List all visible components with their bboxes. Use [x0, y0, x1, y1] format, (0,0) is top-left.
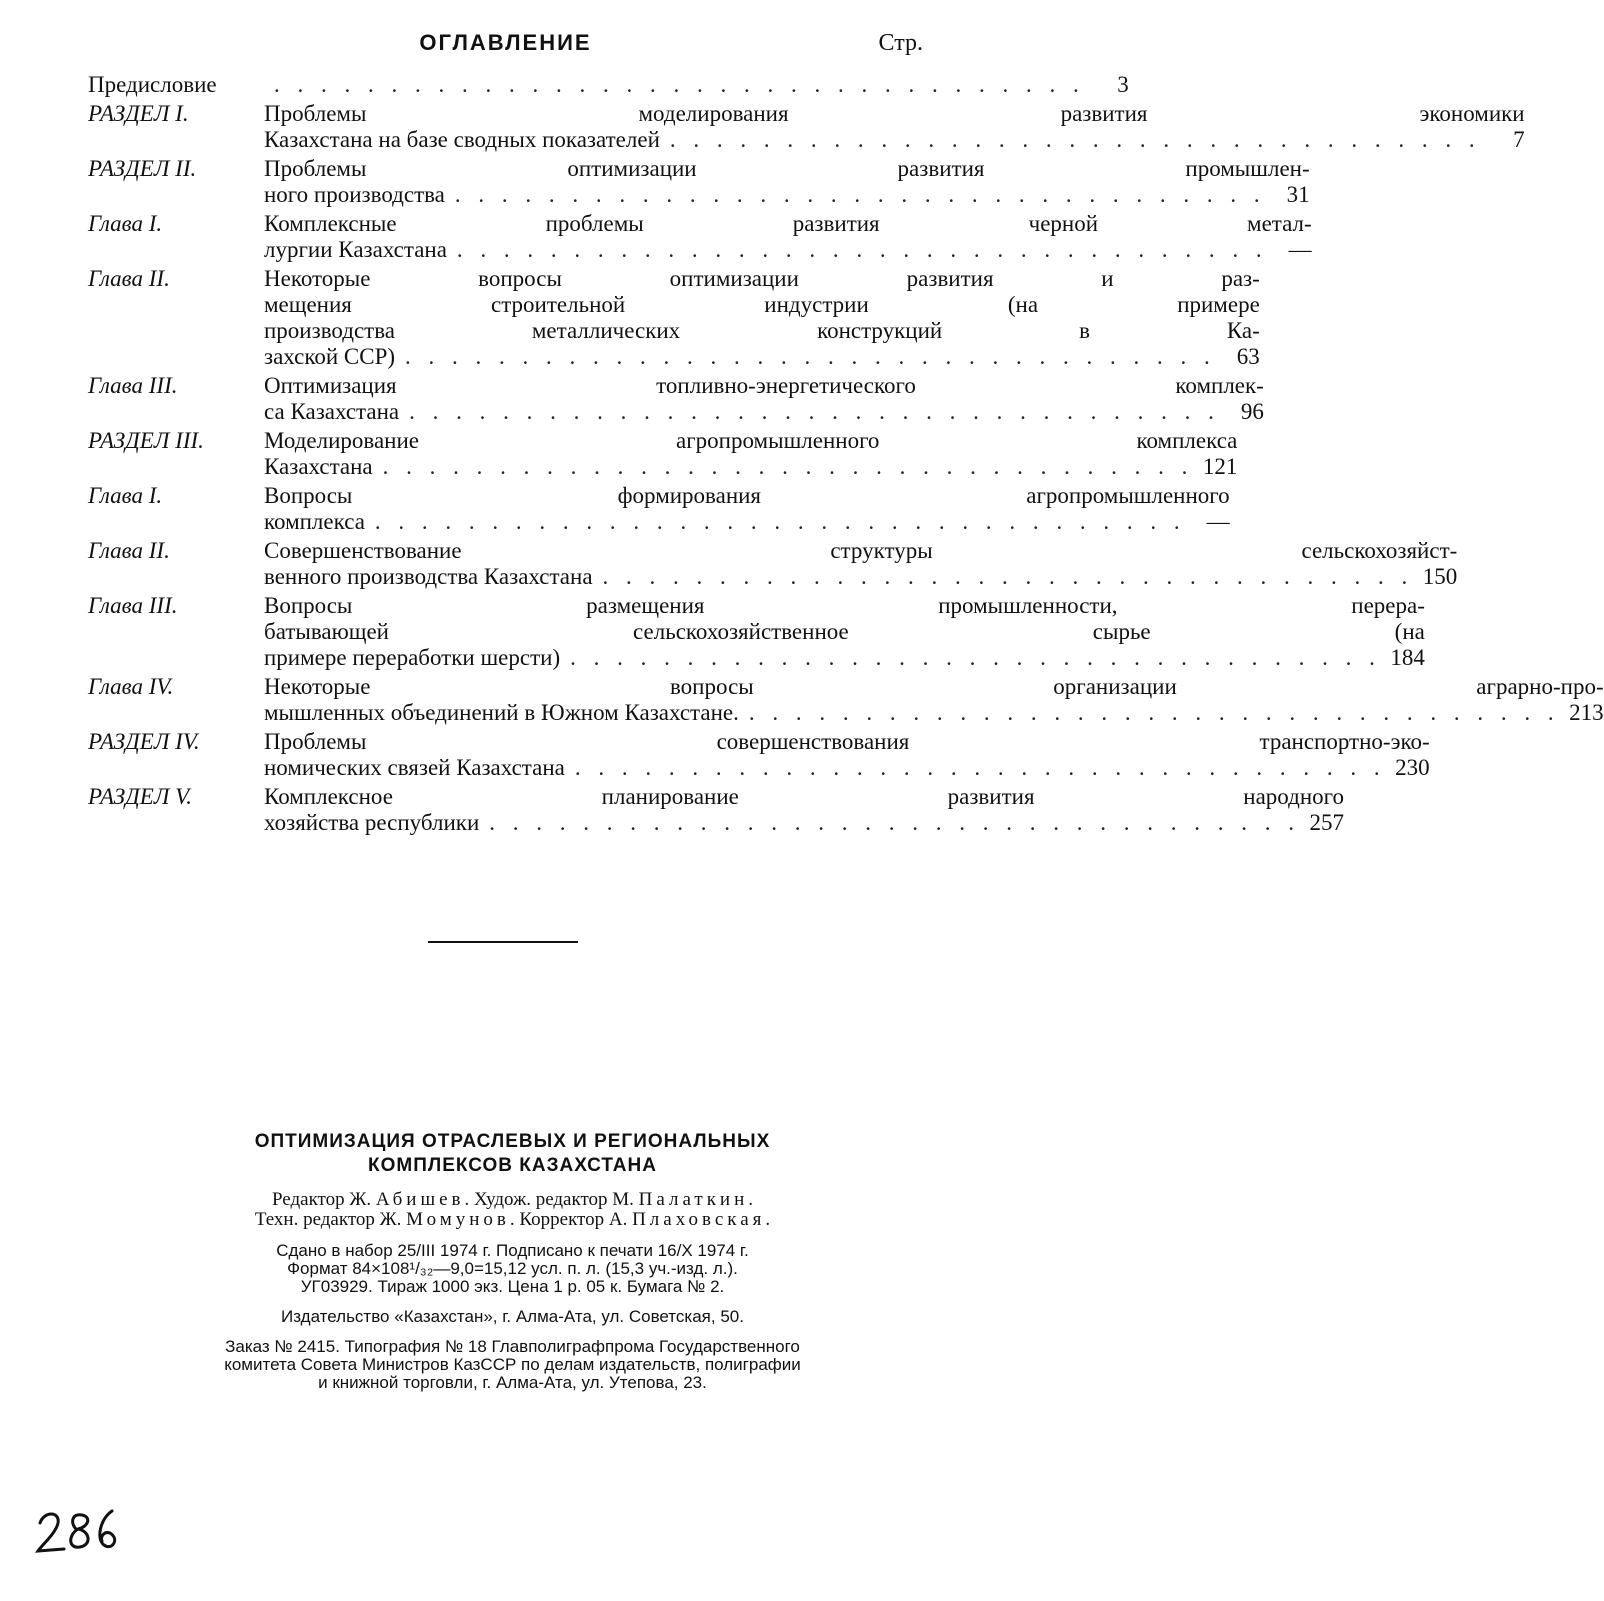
toc-entry-page-number: 150 — [1422, 564, 1458, 589]
printing-house-line-1: Заказ № 2415. Типография № 18 Главполиграфпрома Государственного — [225, 1337, 800, 1356]
toc-entry-label: Глава II. — [88, 538, 170, 563]
toc-entry-page-number: 230 — [1395, 755, 1430, 780]
toc-entry-line-text: номических связей Казахстана — [264, 755, 565, 780]
toc-entry-page-number: 257 — [1309, 810, 1345, 835]
toc-entry-line-text: Казахстана на базе сводных показателей — [264, 127, 660, 152]
art-editor-name: Палаткин — [638, 1189, 749, 1210]
tech-editor-name: Момунов — [406, 1209, 510, 1230]
toc-entry-page-number: 184 — [1390, 645, 1425, 670]
toc-entry-line: Вопросы формирования агропромышленного — [264, 483, 1230, 508]
toc-entry-label: Глава I. — [88, 483, 163, 508]
toc-entry-line — [264, 127, 1525, 153]
toc-entry-line — [264, 755, 1430, 781]
toc-header — [88, 30, 923, 64]
printing-house-line-3: и книжной торговли, г. Алма-Ата, ул. Утепова, 23. — [318, 1373, 707, 1392]
toc-entry-text — [264, 101, 1525, 153]
dot-leader: . . . . . . . . . . . . . . . . . . . . . . . . . . . . . . . . . . . — [489, 810, 1301, 835]
toc-entry-label: Предисловие — [88, 72, 217, 97]
dot-leader: . . . . . . . . . . . . . . . . . . . . . . . . . . . . . . . . . . . — [409, 399, 1220, 424]
toc-entry-text — [264, 266, 1260, 370]
toc-entry-line-text: са Казахстана — [264, 399, 400, 424]
section-divider — [428, 941, 578, 943]
toc-entry-label: Глава III. — [88, 373, 178, 398]
toc-entry-text — [264, 156, 1310, 208]
book-title-line-2: КОМПЛЕКСОВ КАЗАХСТАНА — [368, 1155, 657, 1176]
toc-entry-line-text: хозяйства республики — [264, 810, 480, 835]
toc-entry-text — [264, 784, 1344, 836]
toc-entry-line: производства металлических конструкций в Ка- — [264, 318, 1260, 343]
toc-entry-line: Вопросы размещения промышленности, перера- — [264, 593, 1425, 618]
print-details-line-1: Сдано в набор 25/III 1974 г. Подписано к печати 16/X 1974 г. — [276, 1241, 749, 1260]
corrector-name: Плаховская — [632, 1209, 766, 1230]
toc-entry — [88, 483, 1230, 535]
corrector-prefix: . Корректор А. — [509, 1209, 628, 1230]
dot-leader: . . . . . . . . . . . . . . . . . . . . . . . . . . . . . . . . . . . — [669, 127, 1481, 152]
imprint-block — [90, 1130, 935, 1392]
toc-entry-page-number: 213 — [1569, 700, 1604, 725]
toc-entry-line-text: мышленных объединений в Южном Казахстане. — [264, 700, 739, 725]
toc-entry — [88, 428, 1238, 480]
toc-entry-page-number: 31 — [1286, 182, 1310, 207]
editor-prefix: Редактор Ж. — [271, 1189, 372, 1210]
dot-leader: . . . . . . . . . . . . . . . . . . . . . . . . . . . . . . . . . . . — [570, 645, 1381, 670]
dot-leader: . . . . . . . . . . . . . . . . . . . . . . . . . . . . . . . . . . . — [456, 237, 1268, 262]
toc-entry-label: РАЗДЕЛ I. — [88, 101, 189, 126]
editors-line-2: Техн. редактор Ж. Момунов. Корректор А. Плаховская. — [254, 1209, 771, 1230]
toc-entry-line — [264, 564, 1457, 590]
toc-entry — [88, 72, 1129, 98]
toc-entry-line-text: ного производства — [264, 182, 445, 207]
toc-entry-line: мещения строительной индустрии (на примере — [264, 292, 1260, 317]
dot-leader: . . . . . . . . . . . . . . . . . . . . . . . . . . . . . . . . . . . — [374, 509, 1186, 534]
toc-entry-text — [264, 211, 1312, 263]
toc-entry-line-text: захской ССР) — [264, 344, 396, 369]
toc-entry-text — [264, 538, 1457, 590]
toc-entry-label: РАЗДЕЛ II. — [88, 156, 197, 181]
toc-entry-page-number: — — [1288, 237, 1312, 262]
toc-entry-line: батывающей сельскохозяйственное сырье (на — [264, 619, 1425, 644]
toc-entry-line: Проблемы моделирования развития экономики — [264, 101, 1525, 126]
toc-entry — [88, 674, 1604, 726]
publisher-line: Издательство «Казахстан», г. Алма-Ата, ул. Советская, 50. — [281, 1307, 744, 1326]
table-of-contents — [88, 72, 1604, 839]
toc-entry-text — [264, 593, 1425, 671]
toc-entry-page-number: 121 — [1202, 454, 1238, 479]
toc-entry-line — [264, 810, 1344, 836]
toc-entry-line-text: Казахстана — [264, 454, 373, 479]
dot-leader: . . . . . . . . . . . . . . . . . . . . . . . . . . . . . . . . . . . — [748, 700, 1560, 725]
toc-entry-text — [264, 729, 1430, 781]
toc-title: ОГЛАВЛЕНИЕ — [419, 30, 592, 55]
toc-entry-line: Проблемы оптимизации развития промышлен- — [264, 156, 1310, 181]
handwritten-signature-image — [34, 1505, 124, 1557]
toc-entry-line: Некоторые вопросы оптимизации развития и раз- — [264, 266, 1260, 291]
toc-entry-page-number: 96 — [1240, 399, 1264, 424]
toc-entry — [88, 538, 1458, 590]
toc-entry — [88, 729, 1430, 781]
print-details-line-3: УГ03929. Тираж 1000 экз. Цена 1 р. 05 к. Бумага № 2. — [300, 1277, 725, 1296]
toc-entry-line — [264, 237, 1312, 263]
toc-entry-line: Совершенствование структуры сельскохозяйст- — [264, 538, 1458, 563]
toc-entry — [88, 784, 1345, 836]
art-editor-prefix: . Худож. редактор М. — [464, 1189, 634, 1210]
dot-leader: . . . . . . . . . . . . . . . . . . . . . . . . . . . . . . . . . . . — [405, 344, 1216, 369]
dot-leader: . . . . . . . . . . . . . . . . . . . . . . . . . . . . . . . . . . . — [602, 564, 1414, 589]
print-details-line-2: Формат 84×108¹/₃₂—9,0=15,12 усл. п. л. (15,3 уч.-изд. л.). — [287, 1259, 738, 1278]
toc-entry — [88, 593, 1425, 671]
dot-leader: . . . . . . . . . . . . . . . . . . . . . . . . . . . . . . . . . . . — [454, 182, 1266, 207]
toc-entry-line — [264, 399, 1264, 425]
toc-entry-text — [264, 674, 1604, 726]
printing-house-line-2: комитета Совета Министров КазССР по делам издательств, полиграфии — [224, 1355, 801, 1374]
toc-entry-line-text: венного производства Казахстана — [264, 564, 593, 589]
toc-entry-label: Глава II. — [88, 266, 170, 291]
toc-entry-text — [264, 428, 1237, 480]
toc-entry-line: Комплексные проблемы развития черной метал- — [264, 211, 1312, 236]
toc-entry-text — [264, 373, 1264, 425]
handwritten-page-number — [34, 1505, 124, 1562]
book-title-line-1: ОПТИМИЗАЦИЯ ОТРАСЛЕВЫХ И РЕГИОНАЛЬНЫХ — [254, 1131, 771, 1152]
editor-name: Абишев — [375, 1189, 465, 1210]
toc-entry-page-number: 3 — [1117, 72, 1129, 97]
toc-entry — [88, 211, 1312, 263]
tech-editor-prefix: Техн. редактор Ж. — [254, 1209, 402, 1230]
toc-entry — [88, 373, 1264, 425]
toc-entry-line — [264, 700, 1604, 726]
toc-entry-text — [264, 483, 1230, 535]
toc-entry-line — [264, 645, 1425, 671]
toc-entry-line: Некоторые вопросы организации аграрно-про- — [264, 674, 1604, 699]
toc-entry-line — [264, 72, 1129, 98]
toc-entry-line: Оптимизация топливно-энергетического комплек- — [264, 373, 1264, 398]
dot-leader: . . . . . . . . . . . . . . . . . . . . . . . . . . . . . . . . . . . — [574, 755, 1386, 780]
toc-entry-label: РАЗДЕЛ V. — [88, 784, 193, 809]
toc-entry-line — [264, 454, 1237, 480]
printing-house-details — [90, 1338, 935, 1392]
toc-entry-line-text: комплекса — [264, 509, 365, 534]
toc-entry — [88, 156, 1310, 208]
toc-page-column-label: Стр. — [878, 30, 923, 56]
toc-entry-line — [264, 182, 1310, 208]
toc-entry-page-number: — — [1206, 509, 1230, 534]
toc-entry-line — [264, 509, 1230, 535]
toc-entry-label: Глава IV. — [88, 674, 174, 699]
toc-entry-label: РАЗДЕЛ IV. — [88, 729, 200, 754]
toc-entry-line: Проблемы совершенствования транспортно-эко- — [264, 729, 1430, 754]
toc-entry-line: Моделирование агропромышленного комплекса — [264, 428, 1238, 453]
toc-entry-line-text: примере переработки шерсти) — [264, 645, 561, 670]
print-details — [90, 1242, 935, 1296]
toc-entry — [88, 266, 1260, 370]
dot-leader: . . . . . . . . . . . . . . . . . . . . . . . . . . . . . . . . . . . — [274, 72, 1085, 97]
dot-leader: . . . . . . . . . . . . . . . . . . . . . . . . . . . . . . . . . . . — [382, 454, 1194, 479]
toc-entry-line-text: лургии Казахстана — [264, 237, 447, 262]
toc-entry — [88, 101, 1525, 153]
editors-line-1: Редактор Ж. Абишев. Худож. редактор М. Палаткин. — [271, 1189, 754, 1210]
toc-entry-text — [264, 72, 1129, 98]
toc-entry-line — [264, 344, 1260, 370]
toc-entry-page-number: 7 — [1513, 127, 1525, 152]
toc-entry-page-number: 63 — [1236, 344, 1260, 369]
toc-entry-line: Комплексное планирование развития народного — [264, 784, 1345, 809]
editors-credits — [90, 1190, 935, 1230]
toc-entry-label: Глава I. — [88, 211, 163, 236]
toc-entry-label: РАЗДЕЛ III. — [88, 428, 204, 453]
toc-entry-label: Глава III. — [88, 593, 178, 618]
